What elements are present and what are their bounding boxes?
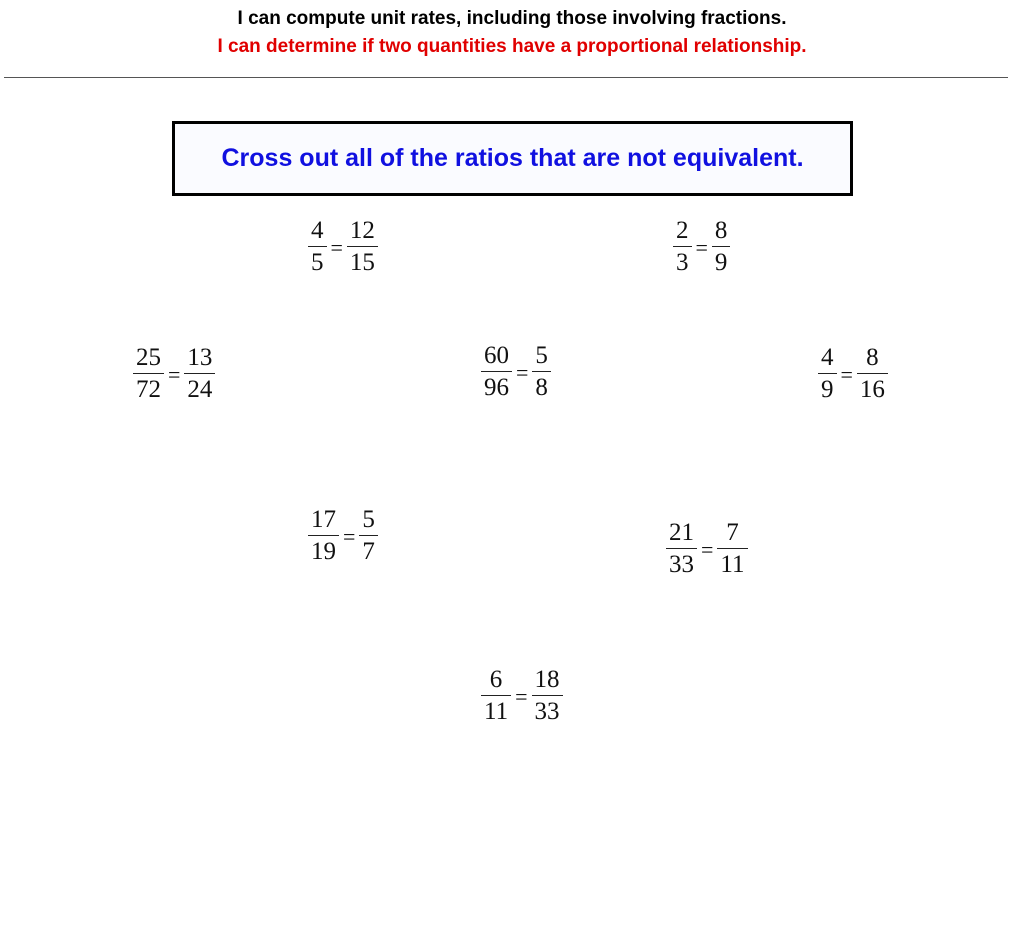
numerator: 5: [535, 342, 548, 369]
ratio-equation[interactable]: [481, 665, 563, 728]
fraction-right: [532, 341, 551, 404]
equals-sign: =: [695, 234, 708, 260]
denominator: 33: [669, 551, 694, 578]
fraction-right: [347, 216, 378, 279]
numerator: 17: [311, 506, 336, 533]
objective-1: I can compute unit rates, including those involving fractions.: [237, 8, 787, 29]
ratio-equation[interactable]: [666, 518, 748, 581]
equals-sign: =: [516, 359, 529, 385]
fraction-right: [857, 343, 888, 406]
fraction-left: [673, 216, 692, 279]
numerator: 21: [669, 519, 694, 546]
equals-sign: =: [840, 361, 853, 387]
ratio-equation[interactable]: [133, 343, 215, 406]
ratio-equation[interactable]: [481, 341, 551, 404]
numerator: 12: [349, 217, 375, 244]
denominator: 15: [349, 249, 375, 276]
denominator: 24: [187, 376, 213, 403]
fraction-left: [133, 343, 164, 406]
ratio-equation[interactable]: [308, 216, 378, 279]
objective-2: I can determine if two quantities have a proportional relationship.: [217, 36, 807, 57]
instruction-text: Cross out all of the ratios that are not equivalent.: [221, 144, 804, 172]
ratio-equation[interactable]: [818, 343, 888, 406]
fraction-left: [308, 216, 327, 279]
numerator: 4: [311, 217, 324, 244]
numerator: 18: [534, 666, 560, 693]
numerator: 5: [362, 506, 375, 533]
fraction-left: [666, 518, 697, 581]
fraction-right: [359, 505, 378, 568]
denominator: 72: [136, 376, 161, 403]
fraction-right: [532, 665, 563, 728]
equals-sign: =: [701, 536, 714, 562]
ratio-equation[interactable]: [308, 505, 378, 568]
denominator: 33: [534, 698, 560, 725]
ratio-equation[interactable]: [673, 216, 730, 279]
denominator: 96: [484, 374, 509, 401]
equals-sign: =: [343, 523, 356, 549]
numerator: 2: [676, 217, 689, 244]
equals-sign: =: [515, 683, 528, 709]
denominator: 19: [311, 538, 336, 565]
fraction-right: [712, 216, 731, 279]
numerator: 13: [187, 344, 213, 371]
equals-sign: =: [330, 234, 343, 260]
denominator: 3: [676, 249, 689, 276]
denominator: 7: [362, 538, 375, 565]
denominator: 9: [821, 376, 834, 403]
numerator: 60: [484, 342, 509, 369]
denominator: 8: [535, 374, 548, 401]
numerator: 8: [866, 344, 879, 371]
instruction-box: [172, 121, 853, 196]
denominator: 11: [484, 698, 509, 725]
numerator: 25: [136, 344, 161, 371]
fraction-left: [308, 505, 339, 568]
denominator: 9: [714, 249, 728, 276]
divider: [4, 77, 1008, 78]
fraction-left: [818, 343, 837, 406]
denominator: 16: [859, 376, 885, 403]
fraction-right: [717, 518, 747, 581]
denominator: 11: [720, 551, 745, 578]
numerator: 7: [726, 519, 739, 546]
numerator: 4: [821, 344, 834, 371]
fraction-left: [481, 341, 512, 404]
denominator: 5: [311, 249, 324, 276]
equals-sign: =: [168, 361, 181, 387]
fraction-right: [184, 343, 215, 406]
numerator: 6: [489, 666, 503, 693]
fraction-left: [481, 665, 511, 728]
numerator: 8: [714, 217, 728, 244]
